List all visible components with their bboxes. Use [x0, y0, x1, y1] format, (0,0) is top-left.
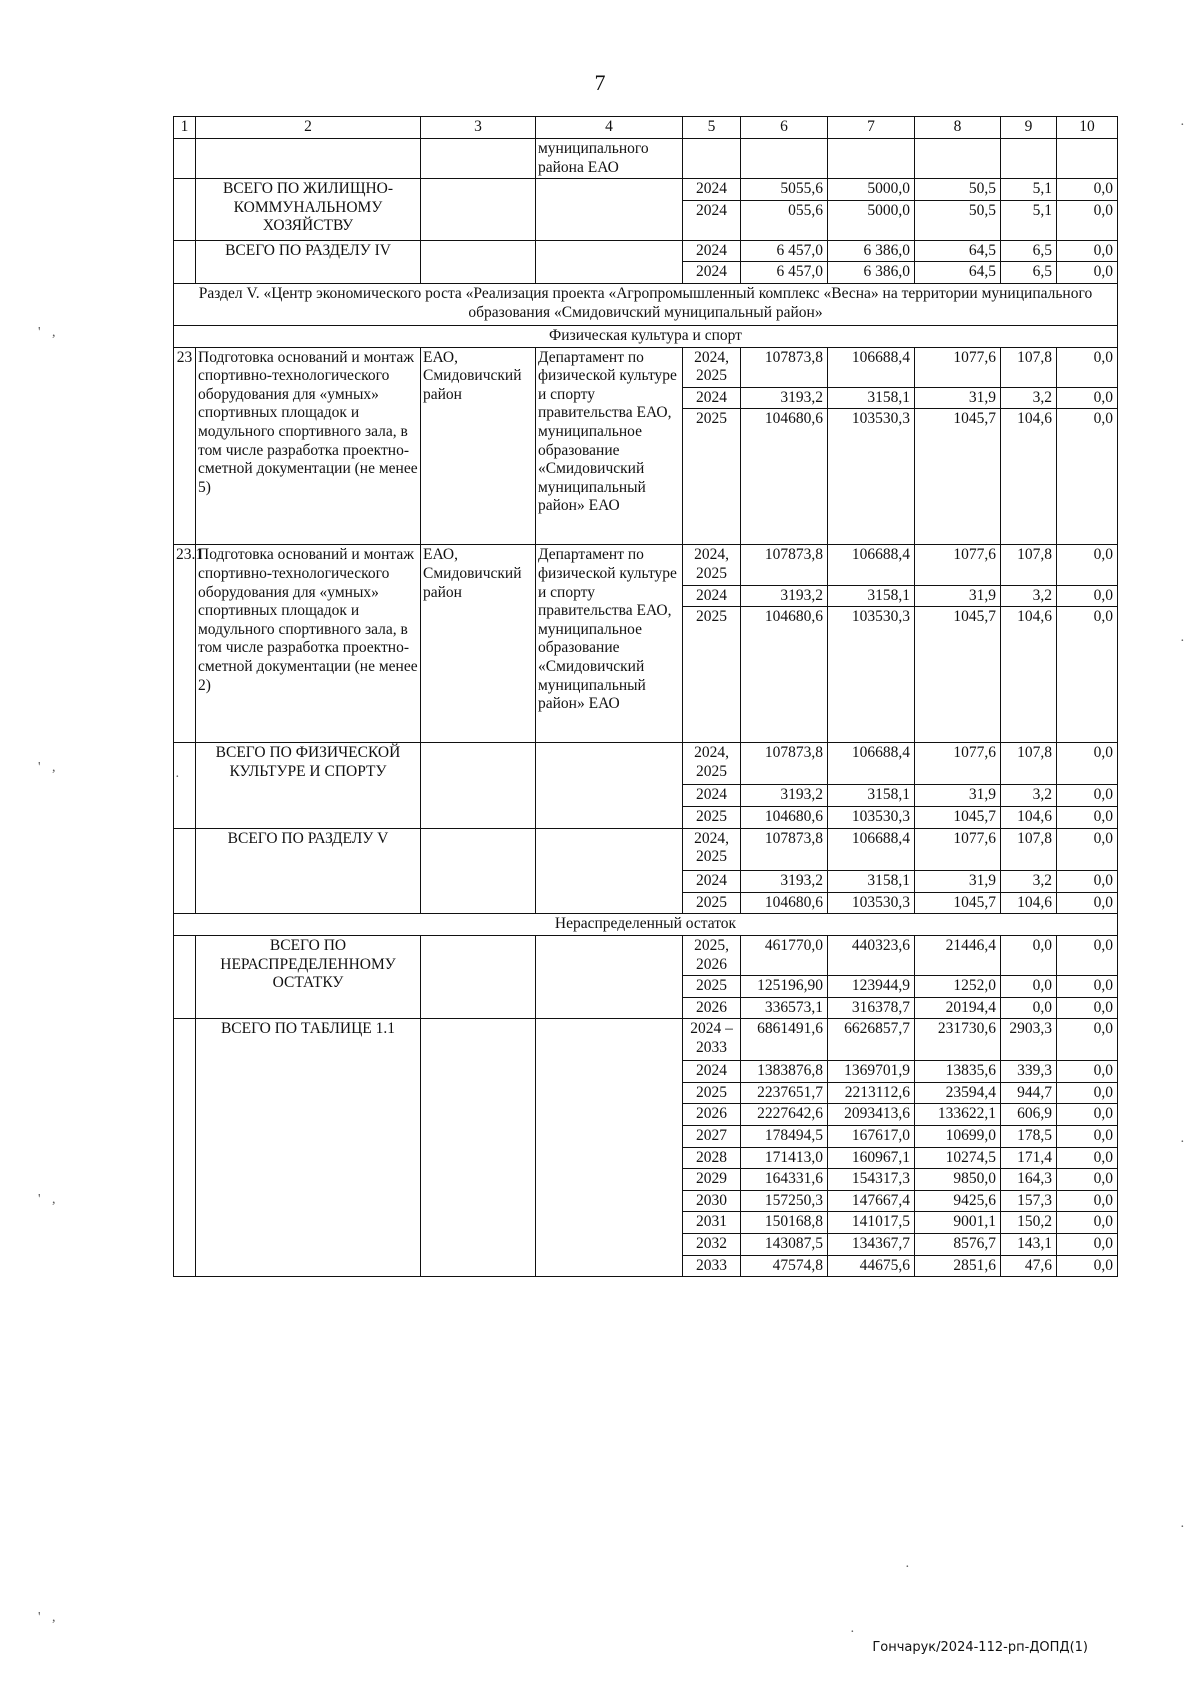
table-cell: [915, 139, 1001, 179]
col7-cell: 134367,7: [828, 1234, 915, 1256]
sport-total-row: [174, 743, 1118, 785]
col10-cell: 0,0: [1057, 828, 1118, 870]
empty-cell: [536, 743, 683, 829]
col6-cell: 6861491,6: [741, 1019, 828, 1061]
col6-cell: 6 457,0: [741, 240, 828, 262]
subsection-heading: Нераспределенный остаток: [174, 914, 1118, 936]
item-place: ЕАО, Смидовичский район: [421, 545, 536, 743]
table-total-title: ВСЕГО ПО ТАБЛИЦЕ 1.1: [196, 1019, 421, 1277]
col6-cell: 107873,8: [741, 828, 828, 870]
col7-cell: 141017,5: [828, 1212, 915, 1234]
col9-cell: 6,5: [1001, 240, 1057, 262]
col6-cell: 178494,5: [741, 1126, 828, 1148]
col10-cell: 0,0: [1057, 1169, 1118, 1191]
col9-cell: 3,2: [1001, 870, 1057, 892]
year-cell: 2024: [683, 585, 741, 607]
col7-cell: 2213112,6: [828, 1082, 915, 1104]
col6-cell: 336573,1: [741, 997, 828, 1019]
col8-cell: 9001,1: [915, 1212, 1001, 1234]
financing-table: [173, 116, 1118, 1277]
column-number-3: 3: [421, 117, 536, 139]
col9-cell: 107,8: [1001, 828, 1057, 870]
col9-cell: 157,3: [1001, 1190, 1057, 1212]
year-cell: 2030: [683, 1190, 741, 1212]
section4-total-title: ВСЕГО ПО РАЗДЕЛУ IV: [196, 240, 421, 283]
col7-cell: 160967,1: [828, 1147, 915, 1169]
col8-cell: 1077,6: [915, 347, 1001, 387]
column-number-9: 9: [1001, 117, 1057, 139]
col10-cell: 0,0: [1057, 1255, 1118, 1277]
col10-cell: 0,0: [1057, 1019, 1118, 1061]
col6-cell: 107873,8: [741, 347, 828, 387]
unallocated-total-title: ВСЕГО ПО НЕРАСПРЕДЕЛЕННОМУ ОСТАТКУ: [196, 935, 421, 1018]
column-number-5: 5: [683, 117, 741, 139]
col6-cell: 104680,6: [741, 807, 828, 829]
col8-cell: 231730,6: [915, 1019, 1001, 1061]
year-cell: 2024, 2025: [683, 347, 741, 387]
col6-cell: 157250,3: [741, 1190, 828, 1212]
col10-cell: 0,0: [1057, 1082, 1118, 1104]
col8-cell: 31,9: [915, 585, 1001, 607]
col6-cell: 107873,8: [741, 545, 828, 585]
col9-cell: 5,1: [1001, 179, 1057, 201]
col8-cell: 1045,7: [915, 892, 1001, 914]
col10-cell: 0,0: [1057, 347, 1118, 387]
year-cell: 2024: [683, 785, 741, 807]
col8-cell: 21446,4: [915, 935, 1001, 975]
col10-cell: 0,0: [1057, 387, 1118, 409]
year-cell: 2024: [683, 870, 741, 892]
col7-cell: 103530,3: [828, 607, 915, 743]
col6-cell: 107873,8: [741, 743, 828, 785]
col9-cell: 178,5: [1001, 1126, 1057, 1148]
col10-cell: 0,0: [1057, 585, 1118, 607]
col8-cell: 10274,5: [915, 1147, 1001, 1169]
col7-cell: 6 386,0: [828, 262, 915, 284]
table-cell: [1057, 139, 1118, 179]
col8-cell: 1045,7: [915, 807, 1001, 829]
table-cell: [196, 139, 421, 179]
col10-cell: 0,0: [1057, 743, 1118, 785]
col6-cell: 150168,8: [741, 1212, 828, 1234]
col10-cell: 0,0: [1057, 1190, 1118, 1212]
col7-cell: 106688,4: [828, 743, 915, 785]
col7-cell: 106688,4: [828, 828, 915, 870]
col8-cell: 64,5: [915, 262, 1001, 284]
col6-cell: 3193,2: [741, 387, 828, 409]
year-cell: 2026: [683, 997, 741, 1019]
col7-cell: 154317,3: [828, 1169, 915, 1191]
col9-cell: 104,6: [1001, 409, 1057, 545]
col8-cell: 23594,4: [915, 1082, 1001, 1104]
year-cell: 2024: [683, 262, 741, 284]
col8-cell: 9425,6: [915, 1190, 1001, 1212]
col10-cell: 0,0: [1057, 935, 1118, 975]
col6-cell: 055,6: [741, 200, 828, 240]
table-cell: [828, 139, 915, 179]
col8-cell: 31,9: [915, 785, 1001, 807]
year-cell: 2024: [683, 179, 741, 201]
col9-cell: 143,1: [1001, 1234, 1057, 1256]
col7-cell: 3158,1: [828, 870, 915, 892]
empty-cell: [174, 935, 196, 1018]
col8-cell: 8576,7: [915, 1234, 1001, 1256]
table-total-row: [174, 1019, 1118, 1061]
year-cell: 2025: [683, 807, 741, 829]
col8-cell: 2851,6: [915, 1255, 1001, 1277]
col7-cell: 147667,4: [828, 1190, 915, 1212]
col10-cell: 0,0: [1057, 545, 1118, 585]
col10-cell: 0,0: [1057, 262, 1118, 284]
col9-cell: 5,1: [1001, 200, 1057, 240]
col6-cell: 171413,0: [741, 1147, 828, 1169]
empty-cell: [536, 828, 683, 914]
item-executor: Департамент по физической культуре и спорту правительства ЕАО, муниципальное образование «Смидовичский муниципальный район» ЕАО: [536, 347, 683, 545]
section-heading: [174, 283, 1118, 325]
table-cell: [683, 139, 741, 179]
col9-cell: 339,3: [1001, 1061, 1057, 1083]
col6-cell: 164331,6: [741, 1169, 828, 1191]
empty-cell: [536, 935, 683, 1018]
year-cell: 2024: [683, 200, 741, 240]
col6-cell: 3193,2: [741, 585, 828, 607]
col6-cell: 6 457,0: [741, 262, 828, 284]
col9-cell: 171,4: [1001, 1147, 1057, 1169]
item-place: ЕАО, Смидовичский район: [421, 347, 536, 545]
col8-cell: 1077,6: [915, 828, 1001, 870]
col10-cell: 0,0: [1057, 1234, 1118, 1256]
col9-cell: 104,6: [1001, 807, 1057, 829]
col6-cell: 104680,6: [741, 892, 828, 914]
col9-cell: 944,7: [1001, 1082, 1057, 1104]
year-cell: 2031: [683, 1212, 741, 1234]
col10-cell: 0,0: [1057, 200, 1118, 240]
col6-cell: 143087,5: [741, 1234, 828, 1256]
col7-cell: 316378,7: [828, 997, 915, 1019]
col7-cell: 1369701,9: [828, 1061, 915, 1083]
col7-cell: 5000,0: [828, 179, 915, 201]
col9-cell: 3,2: [1001, 785, 1057, 807]
empty-cell: [421, 828, 536, 914]
col7-cell: 106688,4: [828, 347, 915, 387]
col7-cell: 44675,6: [828, 1255, 915, 1277]
year-cell: 2025, 2026: [683, 935, 741, 975]
page-number: 7: [594, 70, 606, 95]
empty-cell: [421, 1019, 536, 1277]
col10-cell: 0,0: [1057, 1212, 1118, 1234]
col9-cell: 0,0: [1001, 935, 1057, 975]
col8-cell: 1252,0: [915, 976, 1001, 998]
year-cell: 2027: [683, 1126, 741, 1148]
item-name: Подготовка оснований и монтаж спортивно-технологического оборудования для «умных» спортивных площадок и модульного спортивного зала, в том числе разработка проектно-сметной документации (не менее 5): [196, 347, 421, 545]
year-cell: 2033: [683, 1255, 741, 1277]
table-cell: [174, 139, 196, 179]
year-cell: 2024, 2025: [683, 828, 741, 870]
col6-cell: 5055,6: [741, 179, 828, 201]
col7-cell: 3158,1: [828, 387, 915, 409]
col10-cell: 0,0: [1057, 997, 1118, 1019]
col10-cell: 0,0: [1057, 179, 1118, 201]
item-number: 23: [174, 347, 196, 545]
year-cell: 2024, 2025: [683, 545, 741, 585]
col8-cell: 1045,7: [915, 409, 1001, 545]
year-cell: 2024: [683, 240, 741, 262]
col9-cell: 107,8: [1001, 545, 1057, 585]
col8-cell: 1077,6: [915, 743, 1001, 785]
section4-total-row: [174, 240, 1118, 262]
col7-cell: 440323,6: [828, 935, 915, 975]
col8-cell: 20194,4: [915, 997, 1001, 1019]
col8-cell: 133622,1: [915, 1104, 1001, 1126]
col6-cell: 3193,2: [741, 785, 828, 807]
year-cell: 2024, 2025: [683, 743, 741, 785]
executor-cell: муниципального района ЕАО: [536, 139, 683, 179]
column-number-4: 4: [536, 117, 683, 139]
year-cell: 2026: [683, 1104, 741, 1126]
col8-cell: 31,9: [915, 387, 1001, 409]
col9-cell: 3,2: [1001, 387, 1057, 409]
col10-cell: 0,0: [1057, 409, 1118, 545]
year-cell: 2028: [683, 1147, 741, 1169]
year-cell: 2025: [683, 892, 741, 914]
col6-cell: 2237651,7: [741, 1082, 828, 1104]
section5-total-title: ВСЕГО ПО РАЗДЕЛУ V: [196, 828, 421, 914]
empty-cell: [536, 179, 683, 241]
empty-cell: [174, 1019, 196, 1277]
empty-cell: [174, 179, 196, 241]
col7-cell: 103530,3: [828, 892, 915, 914]
year-cell: 2024: [683, 1061, 741, 1083]
col6-cell: 104680,6: [741, 607, 828, 743]
col10-cell: 0,0: [1057, 1104, 1118, 1126]
subsection-heading: [174, 914, 1118, 936]
col7-cell: 2093413,6: [828, 1104, 915, 1126]
item-number: 23.1: [174, 545, 196, 743]
col6-cell: 125196,90: [741, 976, 828, 998]
col9-cell: 3,2: [1001, 585, 1057, 607]
empty-cell: [421, 743, 536, 829]
section-heading: Раздел V. «Центр экономического роста «Реализация проекта «Агропромышленный комплекс «Весна» на территории муниципального образования «Смидовичский муниципальный район»: [174, 283, 1118, 325]
col10-cell: 0,0: [1057, 1061, 1118, 1083]
empty-cell: [536, 1019, 683, 1277]
empty-cell: [421, 935, 536, 1018]
col7-cell: 103530,3: [828, 409, 915, 545]
housing-total-row: [174, 179, 1118, 201]
col9-cell: 150,2: [1001, 1212, 1057, 1234]
column-number-7: 7: [828, 117, 915, 139]
col9-cell: 107,8: [1001, 347, 1057, 387]
section5-total-row: [174, 828, 1118, 870]
col7-cell: 167617,0: [828, 1126, 915, 1148]
empty-cell: [421, 240, 536, 283]
col7-cell: 123944,9: [828, 976, 915, 998]
empty-cell: [421, 179, 536, 241]
col9-cell: 107,8: [1001, 743, 1057, 785]
col10-cell: 0,0: [1057, 240, 1118, 262]
table-cell: [1001, 139, 1057, 179]
year-cell: 2024 – 2033: [683, 1019, 741, 1061]
col6-cell: 47574,8: [741, 1255, 828, 1277]
col7-cell: 103530,3: [828, 807, 915, 829]
year-cell: 2025: [683, 607, 741, 743]
year-cell: 2029: [683, 1169, 741, 1191]
col9-cell: 6,5: [1001, 262, 1057, 284]
col9-cell: 2903,3: [1001, 1019, 1057, 1061]
col9-cell: 47,6: [1001, 1255, 1057, 1277]
col9-cell: 104,6: [1001, 607, 1057, 743]
col8-cell: 64,5: [915, 240, 1001, 262]
col7-cell: 5000,0: [828, 200, 915, 240]
item-executor: Департамент по физической культуре и спорту правительства ЕАО, муниципальное образование «Смидовичский муниципальный район» ЕАО: [536, 545, 683, 743]
header-row: [174, 117, 1118, 139]
col7-cell: 6 386,0: [828, 240, 915, 262]
col8-cell: 10699,0: [915, 1126, 1001, 1148]
item-row: [174, 347, 1118, 387]
col9-cell: 606,9: [1001, 1104, 1057, 1126]
unallocated-total-row: [174, 935, 1118, 975]
column-number-6: 6: [741, 117, 828, 139]
col6-cell: 3193,2: [741, 870, 828, 892]
col8-cell: 50,5: [915, 179, 1001, 201]
document-footer-code: Гончарук/2024-112-рп-ДОПД(1): [872, 1640, 1088, 1655]
year-cell: 2025: [683, 409, 741, 545]
col6-cell: 104680,6: [741, 409, 828, 545]
col9-cell: 104,6: [1001, 892, 1057, 914]
col10-cell: 0,0: [1057, 785, 1118, 807]
item-name: Подготовка оснований и монтаж спортивно-технологического оборудования для «умных» спортивных площадок и модульного спортивного зала, в том числе разработка проектно-сметной документации (не менее 2): [196, 545, 421, 743]
col8-cell: 50,5: [915, 200, 1001, 240]
col8-cell: 31,9: [915, 870, 1001, 892]
empty-cell: [174, 828, 196, 914]
year-cell: 2024: [683, 387, 741, 409]
col10-cell: 0,0: [1057, 892, 1118, 914]
col7-cell: 106688,4: [828, 545, 915, 585]
col7-cell: 3158,1: [828, 785, 915, 807]
col9-cell: 0,0: [1001, 976, 1057, 998]
table-cell: [421, 139, 536, 179]
col10-cell: 0,0: [1057, 607, 1118, 743]
column-number-10: 10: [1057, 117, 1118, 139]
col8-cell: 13835,6: [915, 1061, 1001, 1083]
year-cell: 2025: [683, 976, 741, 998]
col10-cell: 0,0: [1057, 976, 1118, 998]
subsection-heading: Физическая культура и спорт: [174, 325, 1118, 347]
col10-cell: 0,0: [1057, 1126, 1118, 1148]
empty-cell: [536, 240, 683, 283]
col6-cell: 461770,0: [741, 935, 828, 975]
col9-cell: 164,3: [1001, 1169, 1057, 1191]
col7-cell: 3158,1: [828, 585, 915, 607]
column-number-2: 2: [196, 117, 421, 139]
col10-cell: 0,0: [1057, 870, 1118, 892]
table-cell: [741, 139, 828, 179]
item-row: [174, 545, 1118, 585]
col7-cell: 6626857,7: [828, 1019, 915, 1061]
col9-cell: 0,0: [1001, 997, 1057, 1019]
year-cell: 2032: [683, 1234, 741, 1256]
empty-cell: [174, 240, 196, 283]
subsection-heading: [174, 325, 1118, 347]
year-cell: 2025: [683, 1082, 741, 1104]
col10-cell: 0,0: [1057, 807, 1118, 829]
sport-total-title: ВСЕГО ПО ФИЗИЧЕСКОЙ КУЛЬТУРЕ И СПОРТУ: [196, 743, 421, 829]
housing-total-title: ВСЕГО ПО ЖИЛИЩНО-КОММУНАЛЬНОМУ ХОЗЯЙСТВУ: [196, 179, 421, 241]
col8-cell: 1077,6: [915, 545, 1001, 585]
column-number-1: 1: [174, 117, 196, 139]
column-number-8: 8: [915, 117, 1001, 139]
col6-cell: 1383876,8: [741, 1061, 828, 1083]
continuation-row: [174, 139, 1118, 179]
col6-cell: 2227642,6: [741, 1104, 828, 1126]
col10-cell: 0,0: [1057, 1147, 1118, 1169]
col8-cell: 1045,7: [915, 607, 1001, 743]
col8-cell: 9850,0: [915, 1169, 1001, 1191]
